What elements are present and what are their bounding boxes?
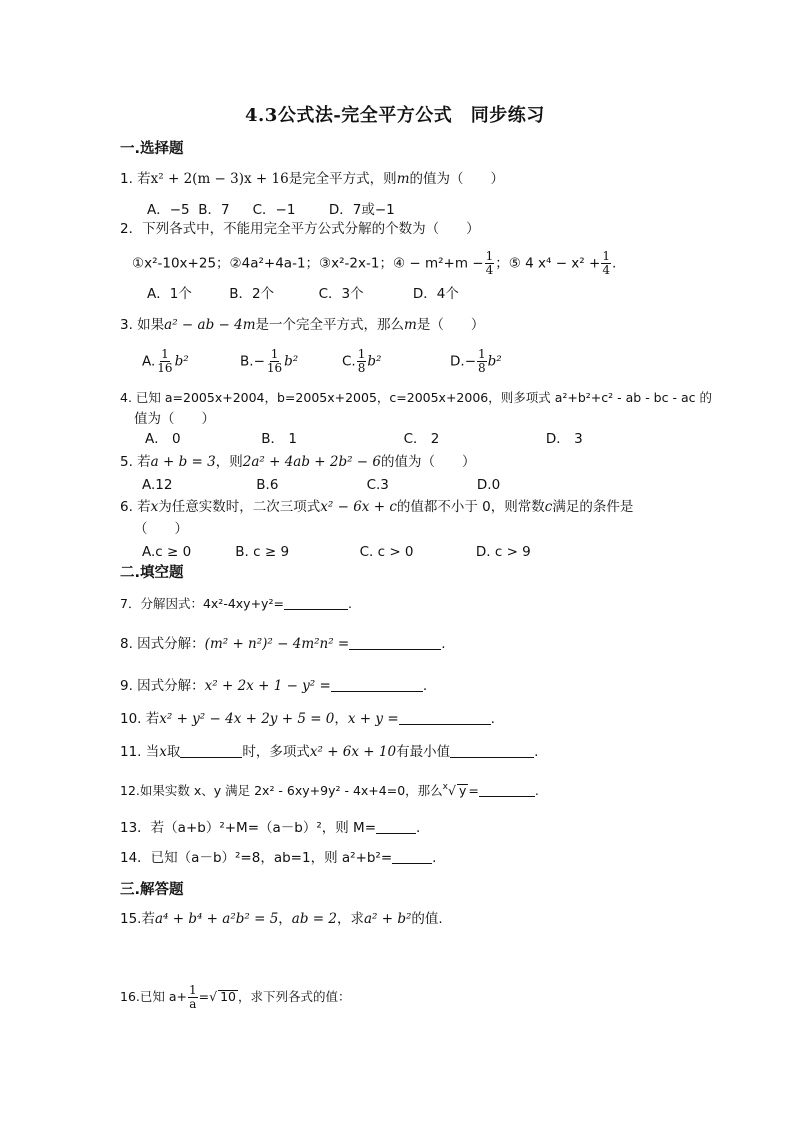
answer-blank-x[interactable] [180, 756, 242, 758]
question-8: 8. 因式分解：(m² + n²)² − 4m²n² = . [120, 636, 446, 652]
option-c[interactable]: C. $\frac{1}{8}$ b² [342, 347, 382, 376]
question-10: 10. 若x² + y² − 4x + 2y + 5 = 0，x + y = . [120, 711, 495, 727]
option-a[interactable]: A．1个 [147, 286, 192, 302]
answer-blank[interactable] [376, 832, 416, 834]
question-2: 2．下列各式中，不能用完全平方公式分解的个数为（ ） [120, 221, 480, 237]
option-c[interactable]: C.3 [366, 477, 389, 493]
option-d[interactable]: D.0 [476, 477, 501, 493]
question-6-options [142, 546, 531, 560]
question-9: 9. 因式分解：x² + 2x + 1 − y² = . [120, 678, 428, 694]
question-4-line2: 值为（ ） [134, 411, 215, 427]
option-b[interactable]: B.6 [256, 477, 279, 493]
question-4-options [145, 433, 583, 447]
option-b[interactable]: B．2个 [229, 286, 275, 302]
option-a[interactable]: A． 0 [145, 431, 181, 447]
question-15: 15.若a⁴ + b⁴ + a²b² = 5，ab = 2，求a² + b²的值. [120, 911, 443, 927]
question-4: 4. 已知 a=2005x+2004，b=2005x+2005，c=2005x+2006，则多项式 a²+b²+c² - ab - bc - ac 的 [120, 390, 712, 405]
option-d[interactable]: D．4个 [412, 286, 459, 302]
question-2-items: ①x²-10x+25；②4a²+4a-1；③x²-2x-1；④ − m²+m − $\frac{1}{4}$ ；⑤ 4 x⁴ − x² + $\frac{1}{4}$ . [132, 249, 617, 278]
option-b[interactable]: B． 1 [261, 431, 297, 447]
question-12: 12.如果实数 x、y 满足 2x² - 6xy+9y² - 4x+4=0，那么$^x$√ y = . [120, 782, 539, 798]
question-11: 11. 当x取 时，多项式x² + 6x + 10有最小值 . [120, 744, 539, 760]
question-1-options [147, 204, 395, 218]
question-5: 5. 若a + b = 3，则2a² + 4ab + 2b² − 6的值为（ ） [120, 454, 476, 470]
option-b[interactable]: B. c ≥ 9 [235, 544, 290, 560]
answer-blank[interactable] [284, 608, 348, 610]
option-a[interactable]: A. $\frac{1}{16}$ b² [142, 347, 189, 376]
answer-blank[interactable] [331, 690, 423, 692]
question-5-options [142, 479, 500, 493]
answer-blank-min[interactable] [450, 756, 534, 758]
option-b[interactable]: B.− $\frac{1}{16}$ b² [240, 347, 299, 376]
question-1: 1. 若x² + 2(m − 3)x + 16是完全平方式，则m的值为（ ） [120, 171, 504, 187]
question-2-options [147, 288, 459, 302]
question-7: 7．分解因式：4x²-4xy+y²= . [120, 596, 352, 611]
option-c[interactable]: C. c > 0 [359, 544, 414, 560]
option-d[interactable]: D.− $\frac{1}{8}$ b² [450, 347, 502, 376]
answer-blank[interactable] [392, 862, 432, 864]
page-title: 4.3公式法-完全平方公式 同步练习 [245, 105, 545, 126]
answer-blank[interactable] [349, 648, 441, 650]
section-heading-fill: 二.填空题 [120, 565, 184, 581]
option-a[interactable]: A.c ≥ 0 [142, 544, 192, 560]
question-3: 3. 如果a² − ab − 4m是一个完全平方式，那么m是（ ） [120, 317, 485, 333]
option-c[interactable]: C．−1 [252, 202, 296, 218]
option-d[interactable]: D． 3 [545, 431, 583, 447]
question-6: 6. 若x为任意实数时，二次三项式x² − 6x + c的值都不小于 0，则常数c满足的条件是 [120, 499, 634, 515]
answer-blank[interactable] [399, 723, 491, 725]
option-d[interactable]: D．7或−1 [328, 202, 395, 218]
question-16: 16.已知 a+ $\frac{1}{a}$ =√ 10 ，求下列各式的值： [120, 983, 351, 1012]
option-a[interactable]: A．−5 [147, 202, 190, 218]
question-6-line2: （ ） [134, 521, 188, 537]
section-heading-choice: 一.选择题 [120, 141, 184, 157]
option-a[interactable]: A.12 [142, 477, 173, 493]
question-13: 13．若（a+b）²+M=（a－b）²，则 M= . [120, 820, 421, 836]
option-d[interactable]: D. c > 9 [475, 544, 531, 560]
option-b[interactable]: B．7 [198, 202, 230, 218]
option-c[interactable]: C．3个 [318, 286, 364, 302]
answer-blank[interactable] [479, 795, 535, 797]
question-14: 14．已知（a－b）²=8，ab=1，则 a²+b²= . [120, 850, 437, 866]
section-heading-solve: 三.解答题 [120, 882, 184, 898]
option-c[interactable]: C． 2 [403, 431, 440, 447]
